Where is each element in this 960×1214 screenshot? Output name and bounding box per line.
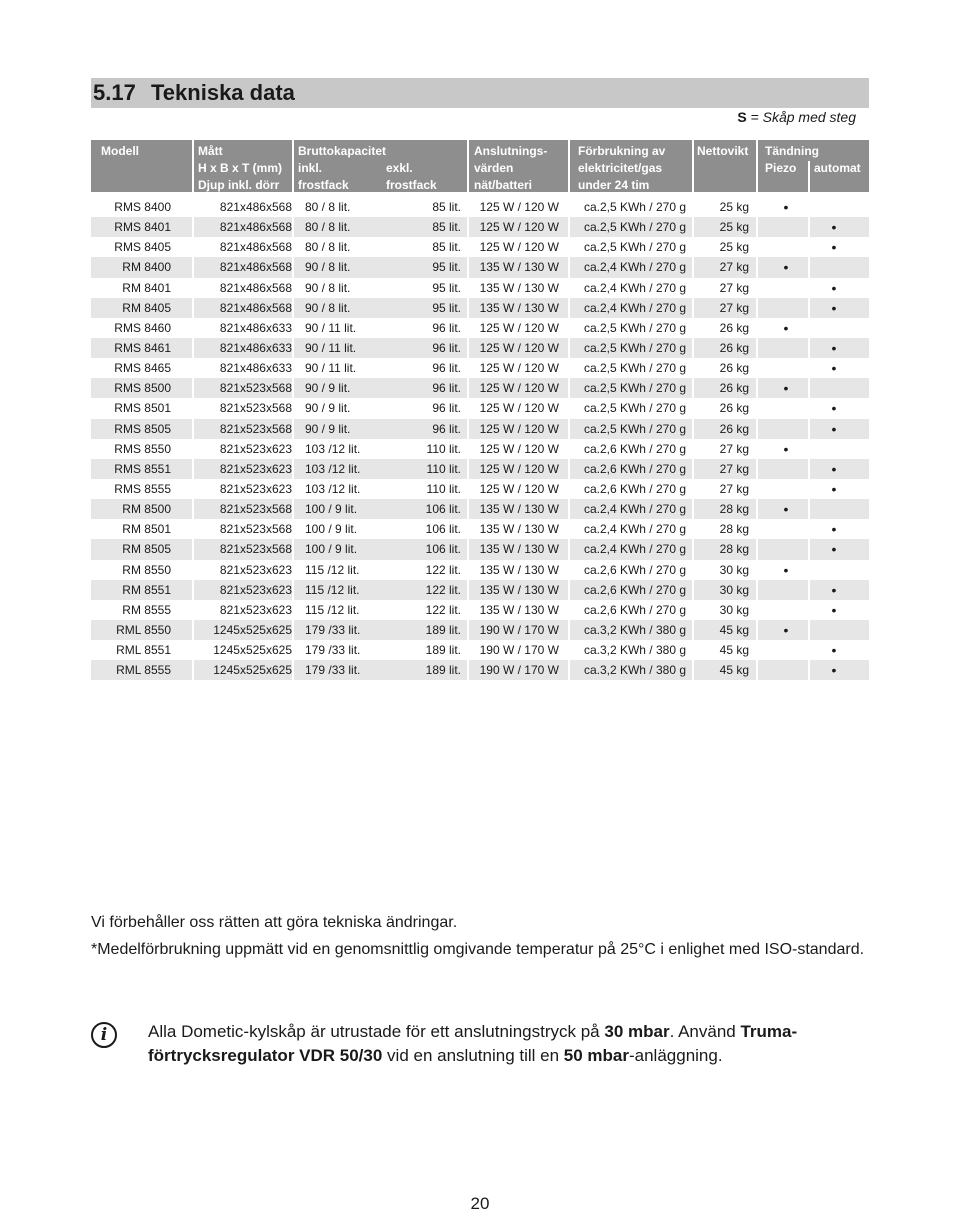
cell-connection: 135 W / 130 W bbox=[479, 300, 559, 315]
cell-capacity-incl: 179 /33 lit. bbox=[305, 663, 361, 678]
cell-automat: • bbox=[831, 219, 837, 236]
cell-dimensions: 821x486x633 bbox=[219, 361, 292, 376]
cell-capacity-incl: 103 /12 lit. bbox=[305, 481, 361, 496]
cell-capacity-incl: 179 /33 lit. bbox=[305, 622, 361, 637]
cell-dimensions: 821x523x623 bbox=[219, 441, 292, 456]
cell-consumption: ca.2,6 KWh / 270 g bbox=[583, 461, 686, 476]
cell-dimensions: 821x523x623 bbox=[219, 461, 292, 476]
cell-consumption: ca.3,2 KWh / 380 g bbox=[583, 622, 686, 637]
table-row bbox=[91, 257, 869, 277]
cell-capacity-excl: 122 lit. bbox=[425, 582, 461, 597]
table-row bbox=[91, 237, 869, 257]
cell-consumption: ca.2,4 KWh / 270 g bbox=[583, 280, 686, 295]
cell-net-weight: 27 kg bbox=[719, 260, 749, 275]
cell-consumption: ca.2,5 KWh / 270 g bbox=[583, 240, 686, 255]
cell-consumption: ca.2,5 KWh / 270 g bbox=[583, 421, 686, 436]
cell-model: RMS 8405 bbox=[114, 240, 171, 255]
cell-capacity-incl: 80 / 8 lit. bbox=[305, 220, 351, 235]
legend-text: = Skåp med steg bbox=[750, 109, 856, 125]
cell-piezo: • bbox=[783, 380, 789, 397]
cell-capacity-incl: 115 /12 lit. bbox=[305, 562, 360, 577]
cell-capacity-excl: 110 lit. bbox=[426, 481, 461, 496]
cell-capacity-excl: 95 lit. bbox=[432, 300, 461, 315]
cell-net-weight: 26 kg bbox=[719, 340, 749, 355]
table-row bbox=[91, 398, 869, 418]
footnote: *Medelförbrukning uppmätt vid en genomsnittlig omgivande temperatur på 25°C i enlighet med ISO-standard. bbox=[91, 941, 865, 958]
cell-capacity-excl: 189 lit. bbox=[425, 663, 461, 678]
cell-net-weight: 28 kg bbox=[719, 502, 749, 517]
cell-piezo: • bbox=[783, 319, 789, 336]
cell-capacity-incl: 90 / 9 lit. bbox=[305, 401, 351, 416]
table-row bbox=[91, 378, 869, 398]
cell-net-weight: 26 kg bbox=[719, 381, 749, 396]
cell-connection: 190 W / 170 W bbox=[479, 663, 559, 678]
cell-net-weight: 30 kg bbox=[719, 562, 749, 577]
cell-consumption: ca.2,5 KWh / 270 g bbox=[583, 361, 686, 376]
header-dims: Mått H x B x T (mm) Djup inkl. dörr bbox=[198, 144, 283, 192]
cell-automat: • bbox=[831, 400, 837, 417]
cell-model: RML 8551 bbox=[116, 643, 171, 658]
cell-consumption: ca.2,6 KWh / 270 g bbox=[583, 582, 686, 597]
cell-connection: 135 W / 130 W bbox=[479, 280, 559, 295]
table-row bbox=[91, 580, 869, 600]
cell-net-weight: 45 kg bbox=[719, 643, 749, 658]
cell-consumption: ca.2,6 KWh / 270 g bbox=[583, 562, 686, 577]
section-title-bar bbox=[91, 78, 869, 108]
cell-capacity-excl: 106 lit. bbox=[425, 522, 461, 537]
cell-model: RMS 8460 bbox=[114, 320, 171, 335]
cell-net-weight: 25 kg bbox=[719, 240, 749, 255]
table-row bbox=[91, 560, 869, 580]
cell-model: RM 8551 bbox=[122, 582, 171, 597]
cell-capacity-excl: 106 lit. bbox=[425, 502, 461, 517]
cell-dimensions: 821x523x623 bbox=[219, 602, 292, 617]
table-row bbox=[91, 419, 869, 439]
cell-net-weight: 25 kg bbox=[719, 220, 749, 235]
legend-symbol: S bbox=[737, 109, 747, 125]
cell-connection: 135 W / 130 W bbox=[479, 602, 559, 617]
table-row bbox=[91, 499, 869, 519]
cell-capacity-excl: 85 lit. bbox=[432, 220, 461, 235]
section-number: 5.17 bbox=[93, 80, 136, 105]
cell-piezo: • bbox=[783, 259, 789, 276]
cell-automat: • bbox=[831, 581, 837, 598]
cell-dimensions: 1245x525x625 bbox=[213, 622, 292, 637]
cell-consumption: ca.2,5 KWh / 270 g bbox=[583, 220, 686, 235]
cell-dimensions: 821x523x568 bbox=[219, 401, 292, 416]
cell-consumption: ca.2,6 KWh / 270 g bbox=[583, 602, 686, 617]
header-ignition-auto: automat bbox=[814, 161, 861, 175]
cell-automat: • bbox=[831, 601, 837, 618]
cell-connection: 125 W / 120 W bbox=[479, 220, 559, 235]
cell-net-weight: 28 kg bbox=[719, 522, 749, 537]
cell-model: RM 8501 bbox=[122, 522, 171, 537]
cell-model: RMS 8465 bbox=[114, 361, 171, 376]
table-row bbox=[91, 519, 869, 539]
cell-connection: 125 W / 120 W bbox=[479, 200, 559, 214]
cell-model: RMS 8401 bbox=[114, 220, 171, 235]
cell-net-weight: 27 kg bbox=[719, 280, 749, 295]
cell-model: RMS 8500 bbox=[114, 381, 171, 396]
cell-consumption: ca.2,6 KWh / 270 g bbox=[583, 441, 686, 456]
cell-consumption: ca.2,5 KWh / 270 g bbox=[583, 401, 686, 416]
info-box bbox=[91, 1020, 869, 1070]
cell-dimensions: 821x486x568 bbox=[219, 300, 292, 315]
header-gross-capacity: Bruttokapacitet inkl. frostfack bbox=[298, 144, 387, 192]
cell-dimensions: 821x523x568 bbox=[219, 381, 292, 396]
info-icon: i bbox=[91, 1022, 117, 1048]
cell-consumption: ca.3,2 KWh / 380 g bbox=[583, 643, 686, 658]
cell-capacity-excl: 110 lit. bbox=[426, 441, 461, 456]
cell-model: RMS 8461 bbox=[114, 340, 171, 355]
cell-connection: 125 W / 120 W bbox=[479, 240, 559, 255]
cell-capacity-incl: 103 /12 lit. bbox=[305, 441, 361, 456]
table-row bbox=[91, 640, 869, 660]
cell-dimensions: 821x523x623 bbox=[219, 481, 292, 496]
cell-model: RMS 8400 bbox=[114, 200, 171, 214]
cell-dimensions: 1245x525x625 bbox=[213, 643, 292, 658]
cell-capacity-incl: 103 /12 lit. bbox=[305, 461, 361, 476]
cell-capacity-incl: 100 / 9 lit. bbox=[305, 502, 358, 517]
cell-automat: • bbox=[831, 541, 837, 558]
cell-model: RMS 8505 bbox=[114, 421, 171, 436]
table-row bbox=[91, 439, 869, 459]
cell-consumption: ca.2,4 KWh / 270 g bbox=[583, 300, 686, 315]
table-row bbox=[91, 318, 869, 338]
cell-automat: • bbox=[831, 521, 837, 538]
cell-capacity-excl: 85 lit. bbox=[432, 240, 461, 255]
cell-connection: 125 W / 120 W bbox=[479, 361, 559, 376]
table-row bbox=[91, 298, 869, 318]
cell-capacity-excl: 122 lit. bbox=[425, 562, 461, 577]
cell-capacity-incl: 115 /12 lit. bbox=[305, 602, 360, 617]
cell-capacity-incl: 90 / 8 lit. bbox=[305, 260, 351, 275]
cell-model: RMS 8501 bbox=[114, 401, 171, 416]
cell-connection: 135 W / 130 W bbox=[479, 260, 559, 275]
cell-automat: • bbox=[831, 360, 837, 377]
cell-capacity-excl: 96 lit. bbox=[432, 401, 461, 416]
cell-connection: 125 W / 120 W bbox=[479, 340, 559, 355]
cell-net-weight: 45 kg bbox=[719, 663, 749, 678]
cell-model: RM 8400 bbox=[122, 260, 171, 275]
cell-net-weight: 30 kg bbox=[719, 602, 749, 617]
cell-connection: 125 W / 120 W bbox=[479, 401, 559, 416]
cell-consumption: ca.2,4 KWh / 270 g bbox=[583, 502, 686, 517]
header-model: Modell bbox=[101, 144, 139, 158]
cell-consumption: ca.2,4 KWh / 270 g bbox=[583, 542, 686, 557]
table-row bbox=[91, 600, 869, 620]
cell-consumption: ca.3,2 KWh / 380 g bbox=[583, 663, 686, 678]
cell-consumption: ca.2,5 KWh / 270 g bbox=[583, 320, 686, 335]
table-row bbox=[91, 620, 869, 640]
info-text: Alla Dometic-kylskåp är utrustade för ett anslutningstryck på 30 mbar. Använd Truma-förtrycksregulator VDR 50/30 vid en anslutning till en 50 mbar-anläggning. bbox=[148, 1022, 798, 1065]
cell-capacity-excl: 189 lit. bbox=[425, 622, 461, 637]
cell-consumption: ca.2,5 KWh / 270 g bbox=[583, 381, 686, 396]
cell-net-weight: 26 kg bbox=[719, 401, 749, 416]
table-row bbox=[91, 459, 869, 479]
cell-capacity-incl: 90 / 9 lit. bbox=[305, 421, 351, 436]
header-gross-excl: exkl. frostfack bbox=[386, 161, 437, 192]
cell-net-weight: 27 kg bbox=[719, 441, 749, 456]
table-row bbox=[91, 479, 869, 499]
cell-capacity-excl: 96 lit. bbox=[432, 361, 461, 376]
cell-capacity-excl: 189 lit. bbox=[425, 643, 461, 658]
cell-piezo: • bbox=[783, 199, 789, 215]
cell-piezo: • bbox=[783, 621, 789, 638]
cell-net-weight: 28 kg bbox=[719, 542, 749, 557]
table-row bbox=[91, 660, 869, 680]
cell-connection: 125 W / 120 W bbox=[479, 441, 559, 456]
cell-capacity-excl: 85 lit. bbox=[432, 200, 461, 214]
cell-net-weight: 45 kg bbox=[719, 622, 749, 637]
header-net-weight: Nettovikt bbox=[697, 144, 749, 158]
cell-net-weight: 25 kg bbox=[719, 200, 749, 214]
table-row bbox=[91, 358, 869, 378]
cell-model: RM 8555 bbox=[122, 602, 171, 617]
cell-model: RM 8401 bbox=[122, 280, 171, 295]
cell-dimensions: 821x486x568 bbox=[219, 280, 292, 295]
cell-dimensions: 821x523x623 bbox=[219, 582, 292, 597]
page-number: 20 bbox=[470, 1194, 490, 1213]
cell-connection: 125 W / 120 W bbox=[479, 320, 559, 335]
cell-capacity-excl: 96 lit. bbox=[432, 381, 461, 396]
cell-automat: • bbox=[831, 460, 837, 477]
cell-connection: 190 W / 170 W bbox=[479, 643, 559, 658]
table-row bbox=[91, 338, 869, 358]
cell-capacity-excl: 122 lit. bbox=[425, 602, 461, 617]
cell-consumption: ca.2,5 KWh / 270 g bbox=[583, 340, 686, 355]
cell-capacity-excl: 96 lit. bbox=[432, 421, 461, 436]
cell-dimensions: 821x486x568 bbox=[219, 200, 292, 214]
cell-capacity-excl: 95 lit. bbox=[432, 260, 461, 275]
cell-capacity-incl: 179 /33 lit. bbox=[305, 643, 361, 658]
cell-model: RMS 8550 bbox=[114, 441, 171, 456]
cell-model: RML 8550 bbox=[116, 622, 171, 637]
cell-connection: 190 W / 170 W bbox=[479, 622, 559, 637]
cell-capacity-incl: 90 / 11 lit. bbox=[305, 340, 357, 355]
cell-connection: 125 W / 120 W bbox=[479, 461, 559, 476]
reservation-note: Vi förbehåller oss rätten att göra tekniska ändringar. bbox=[91, 914, 458, 931]
table-row bbox=[91, 217, 869, 237]
cell-model: RM 8500 bbox=[122, 502, 171, 517]
legend bbox=[737, 109, 856, 125]
cell-automat: • bbox=[831, 279, 837, 296]
cell-dimensions: 821x523x568 bbox=[219, 542, 292, 557]
cell-connection: 135 W / 130 W bbox=[479, 562, 559, 577]
cell-net-weight: 27 kg bbox=[719, 461, 749, 476]
cell-consumption: ca.2,4 KWh / 270 g bbox=[583, 522, 686, 537]
cell-connection: 125 W / 120 W bbox=[479, 381, 559, 396]
cell-model: RM 8505 bbox=[122, 542, 171, 557]
cell-automat: • bbox=[831, 239, 837, 256]
cell-capacity-incl: 90 / 11 lit. bbox=[305, 361, 357, 376]
cell-net-weight: 26 kg bbox=[719, 421, 749, 436]
cell-capacity-incl: 80 / 8 lit. bbox=[305, 200, 351, 214]
cell-dimensions: 821x486x568 bbox=[219, 240, 292, 255]
cell-dimensions: 821x486x633 bbox=[219, 340, 292, 355]
cell-automat: • bbox=[831, 480, 837, 497]
cell-connection: 135 W / 130 W bbox=[479, 542, 559, 557]
cell-piezo: • bbox=[783, 501, 789, 518]
cell-connection: 135 W / 130 W bbox=[479, 502, 559, 517]
cell-capacity-incl: 100 / 9 lit. bbox=[305, 522, 358, 537]
cell-consumption: ca.2,5 KWh / 270 g bbox=[583, 200, 686, 214]
cell-dimensions: 821x523x623 bbox=[219, 562, 292, 577]
cell-capacity-incl: 90 / 9 lit. bbox=[305, 381, 351, 396]
cell-piezo: • bbox=[783, 440, 789, 457]
table-header bbox=[91, 140, 869, 192]
cell-net-weight: 26 kg bbox=[719, 361, 749, 376]
cell-automat: • bbox=[831, 642, 837, 659]
cell-automat: • bbox=[831, 299, 837, 316]
table-row bbox=[91, 539, 869, 559]
cell-automat: • bbox=[831, 420, 837, 437]
cell-capacity-excl: 106 lit. bbox=[425, 542, 461, 557]
cell-capacity-incl: 100 / 9 lit. bbox=[305, 542, 358, 557]
cell-connection: 125 W / 120 W bbox=[479, 421, 559, 436]
cell-dimensions: 821x523x568 bbox=[219, 522, 292, 537]
section-title: Tekniska data bbox=[151, 80, 295, 105]
cell-capacity-incl: 90 / 11 lit. bbox=[305, 320, 357, 335]
cell-dimensions: 1245x525x625 bbox=[213, 663, 292, 678]
cell-capacity-incl: 90 / 8 lit. bbox=[305, 280, 351, 295]
cell-net-weight: 27 kg bbox=[719, 481, 749, 496]
table-row bbox=[91, 278, 869, 298]
cell-connection: 135 W / 130 W bbox=[479, 582, 559, 597]
cell-net-weight: 27 kg bbox=[719, 300, 749, 315]
cell-dimensions: 821x486x568 bbox=[219, 260, 292, 275]
header-connection: Anslutnings- värden nät/batteri bbox=[474, 144, 548, 192]
cell-connection: 135 W / 130 W bbox=[479, 522, 559, 537]
cell-capacity-excl: 96 lit. bbox=[432, 340, 461, 355]
cell-consumption: ca.2,4 KWh / 270 g bbox=[583, 260, 686, 275]
header-ignition: Tändning Piezo bbox=[765, 144, 819, 175]
cell-consumption: ca.2,6 KWh / 270 g bbox=[583, 481, 686, 496]
cell-capacity-incl: 80 / 8 lit. bbox=[305, 240, 351, 255]
cell-dimensions: 821x486x568 bbox=[219, 220, 292, 235]
cell-connection: 125 W / 120 W bbox=[479, 481, 559, 496]
cell-capacity-excl: 96 lit. bbox=[432, 320, 461, 335]
cell-automat: • bbox=[831, 662, 837, 679]
cell-capacity-excl: 95 lit. bbox=[432, 280, 461, 295]
cell-model: RML 8555 bbox=[116, 663, 171, 678]
cell-capacity-incl: 115 /12 lit. bbox=[305, 582, 360, 597]
header-consumption: Förbrukning av elektricitet/gas under 24 tim bbox=[578, 144, 666, 192]
cell-capacity-incl: 90 / 8 lit. bbox=[305, 300, 351, 315]
cell-net-weight: 30 kg bbox=[719, 582, 749, 597]
cell-model: RMS 8555 bbox=[114, 481, 171, 496]
cell-model: RM 8550 bbox=[122, 562, 171, 577]
cell-piezo: • bbox=[783, 561, 789, 578]
cell-model: RMS 8551 bbox=[114, 461, 171, 476]
cell-automat: • bbox=[831, 339, 837, 356]
cell-dimensions: 821x523x568 bbox=[219, 502, 292, 517]
cell-net-weight: 26 kg bbox=[719, 320, 749, 335]
cell-capacity-excl: 110 lit. bbox=[426, 461, 461, 476]
table-row bbox=[91, 197, 869, 217]
cell-dimensions: 821x486x633 bbox=[219, 320, 292, 335]
spec-table bbox=[91, 197, 869, 680]
cell-model: RM 8405 bbox=[122, 300, 171, 315]
cell-dimensions: 821x523x568 bbox=[219, 421, 292, 436]
